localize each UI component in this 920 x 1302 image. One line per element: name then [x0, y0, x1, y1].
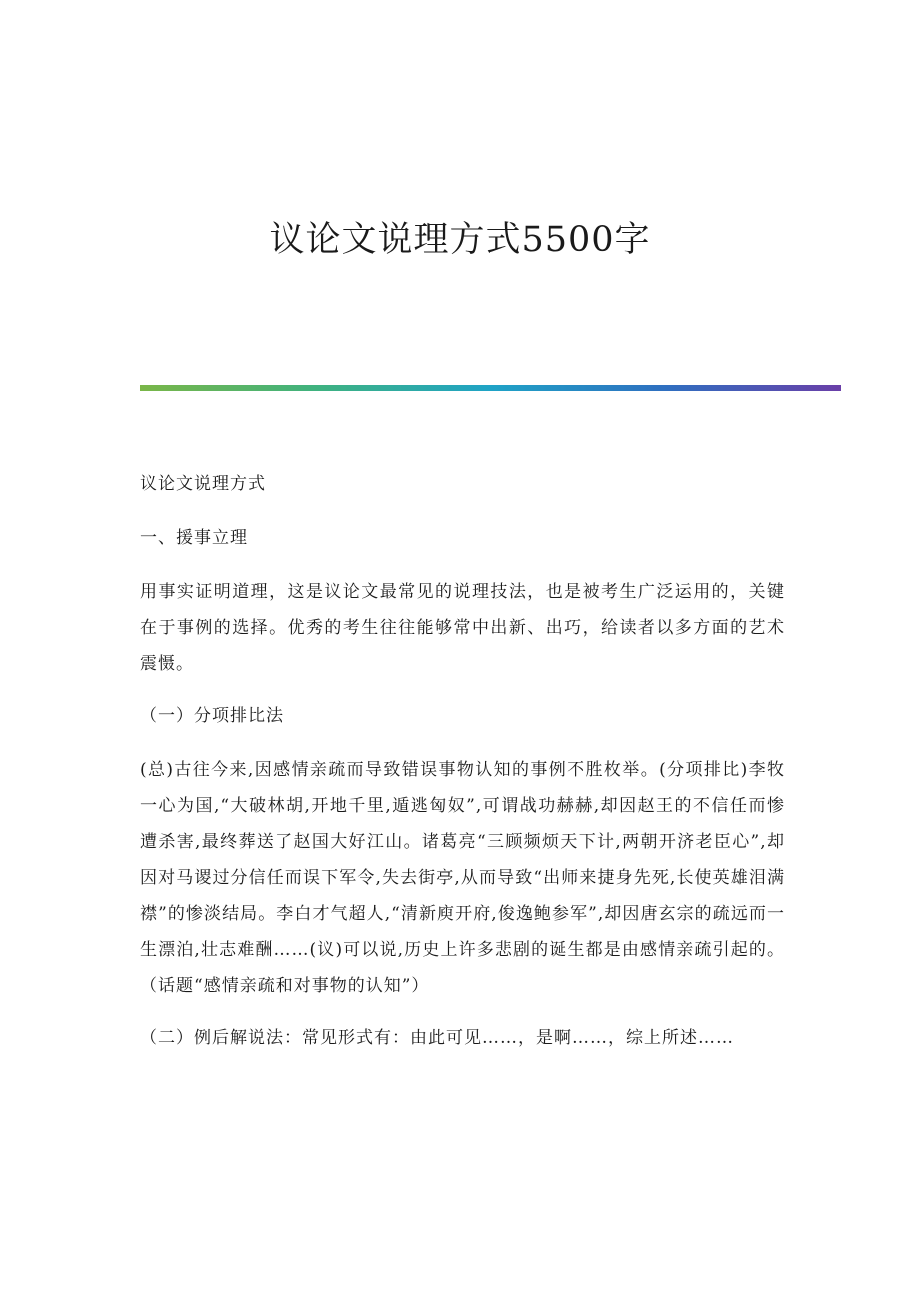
method-heading: （一）分项排比法 [140, 706, 284, 726]
method-heading-2: （二）例后解说法：常见形式有：由此可见……，是啊……，综上所述…… [140, 1028, 734, 1048]
body-paragraph: 用事实证明道理，这是议论文最常见的说理技法，也是被考生广泛运用的，关键在于事例的选择。优秀的考生往往能够常中出新、出巧，给读者以多方面的艺术震慑。 [140, 582, 785, 674]
title-divider [140, 385, 841, 391]
section-heading: 议论文说理方式 [140, 474, 266, 494]
document-title: 议论文说理方式5500字 [269, 220, 651, 260]
document-body [140, 466, 785, 1056]
subsection-heading: 一、援事立理 [140, 528, 248, 548]
example-paragraph: (总)古往今来,因感情亲疏而导致错误事物认知的事例不胜枚举。(分项排比)李牧一心为国,“大破林胡,开地千里,遁逃匈奴”,可谓战功赫赫,却因赵王的不信任而惨遭杀害,最终葬送了赵国大好江山。诸葛亮“三顾频烦天下计,两朝开济老臣心”,却因对马谡过分信任而误下军令,失去街亭,从而导致“出师来捷身先死,长使英雄泪满襟”的惨淡结局。李白才气超人,“清新庾开府,俊逸鲍参军”,却因唐玄宗的疏远而一生漂泊,壮志难酬……(议)可以说,历史上许多悲剧的诞生都是由感情亲疏引起的。（话题“感情亲疏和对事物的认知”） [140, 760, 785, 996]
